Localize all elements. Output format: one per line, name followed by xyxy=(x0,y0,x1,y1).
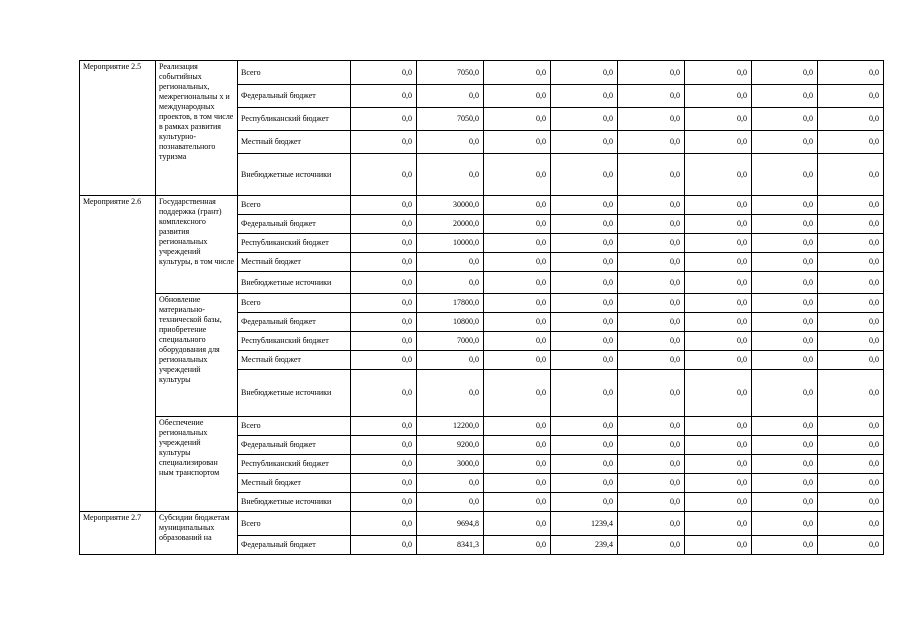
amount-cell: 0,0 xyxy=(752,85,818,108)
amount-cell: 0,0 xyxy=(484,234,551,253)
amount-cell: 0,0 xyxy=(551,474,618,493)
table-row xyxy=(80,417,884,436)
amount-cell: 0,0 xyxy=(484,215,551,234)
amount-cell: 0,0 xyxy=(551,493,618,512)
amount-cell: 0,0 xyxy=(351,313,417,332)
amount-cell: 0,0 xyxy=(818,313,884,332)
amount-cell: 0,0 xyxy=(351,512,417,536)
amount-cell: 0,0 xyxy=(685,455,752,474)
amount-cell: 0,0 xyxy=(351,294,417,313)
amount-cell: 0,0 xyxy=(618,493,685,512)
amount-cell: 0,0 xyxy=(618,272,685,294)
amount-cell: 0,0 xyxy=(685,512,752,536)
amount-cell: 20000,0 xyxy=(417,215,484,234)
table-row xyxy=(80,294,884,313)
budget-table xyxy=(79,60,884,555)
funding-source: Внебюджетные источники xyxy=(238,370,351,417)
activity-name-text: Государственная поддержка (грант) комплексного развития региональных учреждений культуры, в том числе xyxy=(159,197,234,266)
amount-cell: 0,0 xyxy=(484,493,551,512)
amount-cell: 0,0 xyxy=(818,332,884,351)
amount-cell: 0,0 xyxy=(484,474,551,493)
amount-cell: 0,0 xyxy=(417,253,484,272)
amount-cell: 0,0 xyxy=(685,313,752,332)
amount-cell: 0,0 xyxy=(618,253,685,272)
funding-source: Местный бюджет xyxy=(238,131,351,154)
amount-cell: 0,0 xyxy=(484,351,551,370)
amount-cell: 0,0 xyxy=(551,370,618,417)
amount-cell: 0,0 xyxy=(818,493,884,512)
funding-source: Республиканский бюджет xyxy=(238,108,351,131)
activity-name-text: Обновление материально-технической базы, приобретение специального оборудования для региональных учреждений культуры xyxy=(159,295,222,384)
amount-cell: 0,0 xyxy=(818,370,884,417)
amount-cell: 0,0 xyxy=(685,215,752,234)
amount-cell: 0,0 xyxy=(417,493,484,512)
amount-cell: 0,0 xyxy=(618,436,685,455)
amount-cell: 0,0 xyxy=(752,253,818,272)
amount-cell: 0,0 xyxy=(351,351,417,370)
amount-cell: 3000,0 xyxy=(417,455,484,474)
amount-cell: 0,0 xyxy=(484,61,551,85)
amount-cell: 0,0 xyxy=(818,351,884,370)
amount-cell: 0,0 xyxy=(484,294,551,313)
amount-cell: 0,0 xyxy=(752,272,818,294)
amount-cell: 0,0 xyxy=(551,332,618,351)
amount-cell: 0,0 xyxy=(351,370,417,417)
amount-cell: 0,0 xyxy=(618,313,685,332)
amount-cell: 0,0 xyxy=(551,108,618,131)
amount-cell: 0,0 xyxy=(818,474,884,493)
amount-cell: 0,0 xyxy=(351,493,417,512)
amount-cell: 0,0 xyxy=(685,332,752,351)
amount-cell: 0,0 xyxy=(618,351,685,370)
amount-cell: 0,0 xyxy=(618,234,685,253)
amount-cell: 0,0 xyxy=(618,417,685,436)
amount-cell: 9200,0 xyxy=(417,436,484,455)
amount-cell: 0,0 xyxy=(618,196,685,215)
amount-cell: 0,0 xyxy=(417,370,484,417)
amount-cell: 0,0 xyxy=(618,474,685,493)
activity-code: Мероприятие 2.6 xyxy=(80,196,156,512)
amount-cell: 0,0 xyxy=(484,196,551,215)
amount-cell: 0,0 xyxy=(551,196,618,215)
amount-cell: 0,0 xyxy=(618,131,685,154)
amount-cell: 12200,0 xyxy=(417,417,484,436)
activity-name xyxy=(156,512,238,555)
amount-cell: 0,0 xyxy=(818,61,884,85)
amount-cell: 0,0 xyxy=(618,512,685,536)
amount-cell: 0,0 xyxy=(685,253,752,272)
amount-cell: 0,0 xyxy=(618,61,685,85)
amount-cell: 0,0 xyxy=(484,332,551,351)
amount-cell: 0,0 xyxy=(551,351,618,370)
activity-name-text: Обеспечение региональных учреждений культуры специализирован ным транспортом xyxy=(159,418,220,477)
amount-cell: 0,0 xyxy=(752,351,818,370)
amount-cell: 0,0 xyxy=(752,493,818,512)
amount-cell: 0,0 xyxy=(685,234,752,253)
funding-source: Федеральный бюджет xyxy=(238,436,351,455)
amount-cell: 0,0 xyxy=(685,351,752,370)
amount-cell: 0,0 xyxy=(685,85,752,108)
amount-cell: 0,0 xyxy=(752,417,818,436)
activity-code: Мероприятие 2.5 xyxy=(80,61,156,196)
amount-cell: 0,0 xyxy=(752,332,818,351)
amount-cell: 0,0 xyxy=(484,436,551,455)
amount-cell: 0,0 xyxy=(752,313,818,332)
amount-cell: 0,0 xyxy=(752,154,818,196)
amount-cell: 0,0 xyxy=(484,512,551,536)
activity-name-text: Субсидии бюджетам муниципальных образований на xyxy=(159,513,230,542)
table-row xyxy=(80,196,884,215)
funding-source: Республиканский бюджет xyxy=(238,455,351,474)
activity-name xyxy=(156,417,238,512)
amount-cell: 239,4 xyxy=(551,536,618,555)
amount-cell: 0,0 xyxy=(752,196,818,215)
amount-cell: 0,0 xyxy=(417,154,484,196)
amount-cell: 0,0 xyxy=(351,332,417,351)
amount-cell: 0,0 xyxy=(551,417,618,436)
amount-cell: 0,0 xyxy=(818,455,884,474)
amount-cell: 0,0 xyxy=(618,85,685,108)
activity-name xyxy=(156,294,238,417)
amount-cell: 0,0 xyxy=(752,61,818,85)
amount-cell: 0,0 xyxy=(551,294,618,313)
funding-source: Федеральный бюджет xyxy=(238,536,351,555)
amount-cell: 0,0 xyxy=(752,474,818,493)
amount-cell: 0,0 xyxy=(618,536,685,555)
amount-cell: 0,0 xyxy=(351,108,417,131)
amount-cell: 0,0 xyxy=(484,272,551,294)
table-row xyxy=(80,512,884,536)
amount-cell: 7050,0 xyxy=(417,108,484,131)
amount-cell: 0,0 xyxy=(752,108,818,131)
amount-cell: 10800,0 xyxy=(417,313,484,332)
amount-cell: 0,0 xyxy=(818,436,884,455)
amount-cell: 0,0 xyxy=(351,196,417,215)
amount-cell: 0,0 xyxy=(818,272,884,294)
amount-cell: 0,0 xyxy=(551,272,618,294)
funding-source: Всего xyxy=(238,61,351,85)
amount-cell: 0,0 xyxy=(351,234,417,253)
amount-cell: 0,0 xyxy=(818,108,884,131)
funding-source: Местный бюджет xyxy=(238,474,351,493)
amount-cell: 0,0 xyxy=(551,85,618,108)
amount-cell: 9694,8 xyxy=(417,512,484,536)
amount-cell: 0,0 xyxy=(351,215,417,234)
amount-cell: 0,0 xyxy=(484,85,551,108)
amount-cell: 30000,0 xyxy=(417,196,484,215)
amount-cell: 0,0 xyxy=(351,131,417,154)
amount-cell: 0,0 xyxy=(685,154,752,196)
amount-cell: 0,0 xyxy=(685,196,752,215)
amount-cell: 0,0 xyxy=(618,294,685,313)
funding-source: Республиканский бюджет xyxy=(238,332,351,351)
amount-cell: 0,0 xyxy=(752,234,818,253)
activity-name xyxy=(156,61,238,196)
amount-cell: 0,0 xyxy=(351,154,417,196)
amount-cell: 0,0 xyxy=(818,154,884,196)
amount-cell: 0,0 xyxy=(818,131,884,154)
amount-cell: 0,0 xyxy=(351,272,417,294)
amount-cell: 7050,0 xyxy=(417,61,484,85)
funding-source: Всего xyxy=(238,512,351,536)
amount-cell: 0,0 xyxy=(551,313,618,332)
amount-cell: 0,0 xyxy=(752,436,818,455)
amount-cell: 0,0 xyxy=(351,61,417,85)
funding-source: Внебюджетные источники xyxy=(238,493,351,512)
funding-source: Республиканский бюджет xyxy=(238,234,351,253)
amount-cell: 0,0 xyxy=(417,351,484,370)
amount-cell: 0,0 xyxy=(618,108,685,131)
amount-cell: 0,0 xyxy=(484,313,551,332)
amount-cell: 0,0 xyxy=(818,253,884,272)
amount-cell: 0,0 xyxy=(551,131,618,154)
funding-source: Местный бюджет xyxy=(238,351,351,370)
amount-cell: 0,0 xyxy=(484,131,551,154)
amount-cell: 0,0 xyxy=(752,512,818,536)
amount-cell: 0,0 xyxy=(417,272,484,294)
amount-cell: 0,0 xyxy=(685,536,752,555)
amount-cell: 0,0 xyxy=(484,417,551,436)
amount-cell: 0,0 xyxy=(351,85,417,108)
activity-name xyxy=(156,196,238,294)
amount-cell: 0,0 xyxy=(417,474,484,493)
amount-cell: 0,0 xyxy=(685,417,752,436)
amount-cell: 0,0 xyxy=(484,108,551,131)
amount-cell: 0,0 xyxy=(818,234,884,253)
amount-cell: 0,0 xyxy=(618,154,685,196)
amount-cell: 0,0 xyxy=(752,294,818,313)
amount-cell: 0,0 xyxy=(752,131,818,154)
amount-cell: 0,0 xyxy=(551,61,618,85)
amount-cell: 0,0 xyxy=(818,512,884,536)
activity-code: Мероприятие 2.7 xyxy=(80,512,156,555)
funding-source: Всего xyxy=(238,417,351,436)
amount-cell: 0,0 xyxy=(685,370,752,417)
amount-cell: 0,0 xyxy=(351,417,417,436)
amount-cell: 0,0 xyxy=(752,370,818,417)
amount-cell: 0,0 xyxy=(417,85,484,108)
amount-cell: 0,0 xyxy=(351,253,417,272)
amount-cell: 0,0 xyxy=(484,370,551,417)
amount-cell: 0,0 xyxy=(685,272,752,294)
amount-cell: 17800,0 xyxy=(417,294,484,313)
amount-cell: 0,0 xyxy=(484,455,551,474)
amount-cell: 0,0 xyxy=(818,294,884,313)
amount-cell: 0,0 xyxy=(618,455,685,474)
amount-cell: 0,0 xyxy=(752,215,818,234)
amount-cell: 0,0 xyxy=(818,196,884,215)
amount-cell: 0,0 xyxy=(351,455,417,474)
funding-source: Местный бюджет xyxy=(238,253,351,272)
amount-cell: 0,0 xyxy=(685,294,752,313)
amount-cell: 0,0 xyxy=(351,536,417,555)
amount-cell: 0,0 xyxy=(685,436,752,455)
amount-cell: 0,0 xyxy=(685,61,752,85)
amount-cell: 0,0 xyxy=(551,154,618,196)
amount-cell: 0,0 xyxy=(417,131,484,154)
amount-cell: 0,0 xyxy=(551,436,618,455)
table-row xyxy=(80,61,884,85)
amount-cell: 0,0 xyxy=(551,253,618,272)
amount-cell: 0,0 xyxy=(618,332,685,351)
amount-cell: 0,0 xyxy=(618,370,685,417)
amount-cell: 0,0 xyxy=(818,417,884,436)
amount-cell: 0,0 xyxy=(551,215,618,234)
amount-cell: 0,0 xyxy=(351,436,417,455)
amount-cell: 0,0 xyxy=(685,108,752,131)
amount-cell: 0,0 xyxy=(484,536,551,555)
funding-source: Федеральный бюджет xyxy=(238,313,351,332)
amount-cell: 0,0 xyxy=(685,493,752,512)
amount-cell: 0,0 xyxy=(818,215,884,234)
amount-cell: 8341,3 xyxy=(417,536,484,555)
amount-cell: 0,0 xyxy=(752,455,818,474)
activity-name-text: Реализация событийных региональных, межрегиональны х и международных проектов, в том числе в рамках развития культурно-познавательного туризма xyxy=(159,62,234,161)
funding-source: Всего xyxy=(238,294,351,313)
amount-cell: 0,0 xyxy=(818,85,884,108)
funding-source: Внебюджетные источники xyxy=(238,154,351,196)
amount-cell: 0,0 xyxy=(351,474,417,493)
amount-cell: 0,0 xyxy=(685,131,752,154)
amount-cell: 0,0 xyxy=(551,234,618,253)
funding-source: Внебюджетные источники xyxy=(238,272,351,294)
amount-cell: 1239,4 xyxy=(551,512,618,536)
amount-cell: 0,0 xyxy=(752,536,818,555)
amount-cell: 7000,0 xyxy=(417,332,484,351)
amount-cell: 10000,0 xyxy=(417,234,484,253)
funding-source: Федеральный бюджет xyxy=(238,85,351,108)
amount-cell: 0,0 xyxy=(551,455,618,474)
amount-cell: 0,0 xyxy=(685,474,752,493)
funding-source: Федеральный бюджет xyxy=(238,215,351,234)
funding-source: Всего xyxy=(238,196,351,215)
amount-cell: 0,0 xyxy=(484,253,551,272)
amount-cell: 0,0 xyxy=(484,154,551,196)
document-page xyxy=(79,60,883,562)
amount-cell: 0,0 xyxy=(818,536,884,555)
amount-cell: 0,0 xyxy=(618,215,685,234)
